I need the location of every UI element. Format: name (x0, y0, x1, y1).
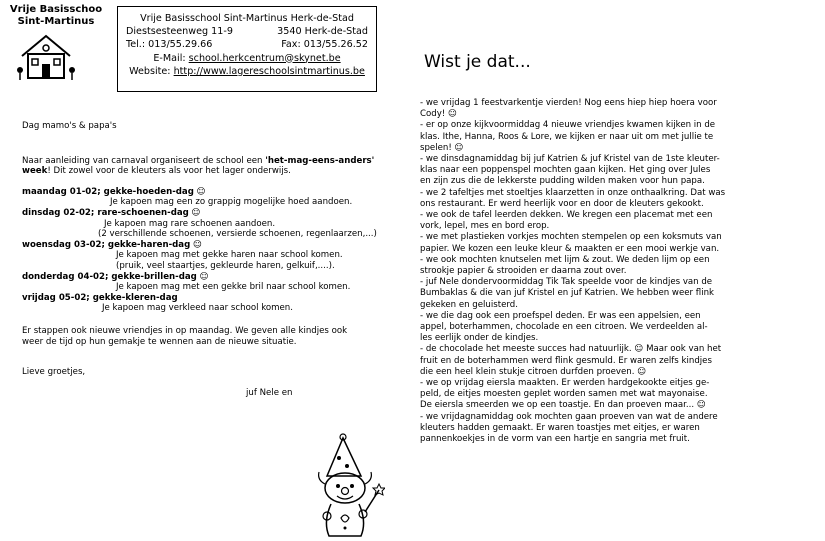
wist-item-line: ons restaurant. Er werd heerlijk voor en door de kleuters gekookt. (420, 198, 704, 209)
website-label: Website: (129, 65, 174, 77)
school-logo (6, 4, 106, 104)
day-monday (22, 187, 392, 208)
wist-title: Wist je dat... (424, 52, 531, 72)
day-desc: Je kapoen mag met gekke haren naar school komen. (116, 250, 343, 261)
wist-item-line: - we vrijdagnamiddag ook mochten gaan proeven van wat de andere (420, 411, 718, 422)
wist-item-line: vork, lepel, mes en bord erop. (420, 221, 550, 232)
wist-item-line: gekeken en geluisterd. (420, 299, 518, 310)
wist-item-line: - we die dag ook een proefspel deden. Er was een appelsien, een (420, 310, 701, 321)
wist-item (420, 378, 805, 412)
website-row (126, 65, 368, 78)
day-label: vrijdag 05-02; gekke-kleren-dag (22, 292, 178, 303)
day-schedule (22, 187, 392, 314)
wist-item-line: papier. We kozen een leuke kleur & maakten er een mooi werkje van. (420, 243, 720, 254)
intro-text-2: ! Dit zowel voor de kleuters als voor het lager onderwijs. (47, 166, 291, 177)
city: 3540 Herk-de-Stad (277, 26, 368, 38)
day-desc: Je kapoen mag een zo grappig mogelijke hoed aandoen. (110, 197, 353, 208)
day-label: dinsdag 02-02; rare-schoenen-dag (22, 207, 189, 218)
day-desc-extra: (pruik, veel staartjes, gekleurde haren, gelkuif,....). (116, 260, 335, 271)
wist-item (420, 344, 805, 378)
regards: Lieve groetjes, (22, 367, 86, 378)
wist-item (420, 154, 805, 188)
wist-item (420, 120, 805, 154)
wist-item-line: fruit en de boterhammen werd flink gesmuld. Er waren zelfs kindjes (420, 355, 712, 366)
wist-list (420, 98, 805, 445)
wist-item-line: spelen! ☺ (420, 142, 464, 153)
smiley-icon: ☺ (196, 186, 206, 197)
logo-title-line2: Sint-Martinus (17, 16, 95, 27)
wist-item (420, 311, 805, 345)
smiley-icon: ☺ (193, 239, 202, 250)
day-thursday (22, 272, 392, 293)
wist-item-line: - we vrijdag 1 feestvarkentje vierden! Nog eens hiep hiep hoera voor (420, 98, 717, 108)
wist-item-line: appel, boterhammen, chocolade en een citroen. We verdeelden al- (420, 322, 708, 333)
letter (22, 121, 392, 398)
website-link[interactable]: http://www.lagereschoolsintmartinus.be (173, 65, 365, 77)
wist-item-line: Bumbaklas & die van juf Kristel en juf Katrien. We hebben weer flink (420, 288, 715, 299)
school-house-icon (16, 30, 76, 82)
phone-row (126, 38, 368, 51)
day-desc: Je kapoen mag verkleed naar school komen. (102, 303, 293, 314)
wist-item-line: - we op vrijdag eiersla maakten. Er werden hardgekookte eitjes ge- (420, 378, 710, 389)
wist-item-line: De eiersla smeerden we op een toastje. En dan proeven maar... ☺ (420, 400, 706, 411)
wist-item-line: les eerlijk onder de kindjes. (420, 333, 539, 344)
intro-text: Naar aanleiding van carnaval organiseert de school een (22, 155, 266, 166)
wist-item-line: klas naar een poppenspel mochten gaan kijken. Het ging over Jules (420, 165, 711, 176)
school-contact-box (117, 6, 377, 92)
wist-item-line: - we ook mochten knutselen met lijm & zout. We deden lijm op een (420, 254, 710, 265)
smiley-icon: ☺ (199, 271, 209, 282)
wist-item (420, 277, 805, 311)
day-wednesday (22, 240, 392, 272)
day-desc: Je kapoen mag rare schoenen aandoen. (104, 218, 276, 229)
wist-item (420, 210, 805, 232)
wist-item-line: - de chocolade het meeste succes had natuurlijk. ☺ Maar ook van het (420, 344, 722, 355)
wist-item (420, 232, 805, 254)
intro-week: week (22, 166, 48, 177)
day-desc: Je kapoen mag met een gekke bril naar school komen. (116, 282, 351, 293)
fax: Fax: 013/55.26.52 (281, 39, 368, 51)
closing-line-2: weer de tijd op hun gemakje te wennen aan de nieuwe situatie. (22, 336, 297, 347)
intro-line-2 (22, 166, 392, 177)
wist-item-line: - we ook de tafel leerden dekken. We kregen een placemat met een (420, 210, 713, 221)
greeting: Dag mamo's & papa's (22, 121, 117, 131)
day-label: donderdag 04-02; gekke-brillen-dag (22, 271, 197, 282)
email-link[interactable]: school.herkcentrum@skynet.be (188, 52, 341, 64)
wist-item-line: kleuters hadden gemaakt. Er waren toastjes met eitjes, er waren (420, 422, 700, 433)
closing-line-1: Er stappen ook nieuwe vriendjes in op maandag. We geven alle kindjes ook (22, 325, 348, 336)
telephone: Tel.: 013/55.29.66 (126, 39, 213, 51)
wist-item-line: - we met plastieken vorkjes mochten stempelen op een koksmuts van (420, 232, 722, 243)
day-desc-extra: (2 verschillende schoenen, versierde schoenen, regenlaarzen,...) (98, 229, 377, 240)
email-label: E-Mail: (153, 52, 189, 64)
day-tuesday (22, 208, 392, 240)
wist-item-line: peld, de eitjes moesten geplet worden samen met wat mayonaise. (420, 389, 708, 400)
wist-item-line: en zijn zus die de lekkerste pudding wilden maken voor hun papa. (420, 176, 705, 187)
wist-item (420, 412, 805, 446)
day-label: woensdag 03-02; gekke-haren-dag (22, 239, 191, 250)
intro-line-1 (22, 156, 392, 167)
wist-item (420, 255, 805, 277)
wist-item (420, 98, 805, 120)
email-row (126, 52, 368, 65)
wist-item-line: - er op onze kijkvoormiddag 4 nieuwe vriendjes kwamen kijken in de (420, 120, 716, 131)
wist-item-line: - we 2 tafeltjes met stoeltjes klaarzetten in onze onthaalkring. Dat was (420, 187, 726, 198)
wist-item (420, 188, 805, 210)
intro-theme: 'het-mag-eens-anders' (265, 155, 375, 166)
logo-title-line1: Vrije Basisschoo (9, 4, 103, 15)
day-label: maandag 01-02; gekke-hoeden-dag (22, 186, 194, 197)
wist-item-line: - we dinsdagnamiddag bij juf Katrien & juf Kristel van de 1ste kleuter- (420, 154, 720, 165)
wist-item-line: klas. Ithe, Hanna, Roos & Lore, we kijken er naar uit om met jullie te (420, 131, 714, 142)
day-friday (22, 293, 392, 314)
clown-illustration (305, 432, 385, 538)
street: Diestsesteenweg 11-9 (126, 26, 233, 38)
wist-item-line: pannenkoekjes in de vorm van een hartje en sangria met fruit. (420, 434, 690, 445)
signature: juf Nele en (246, 387, 293, 398)
school-name: Vrije Basisschool Sint-Martinus Herk-de-Stad (140, 13, 354, 24)
wist-item-line: strookje papier & strooiden er daarna zout over. (420, 266, 627, 277)
logo-title (6, 4, 106, 28)
wist-item-line: Cody! ☺ (420, 109, 457, 120)
wist-item-line: die een heel klein stukje citroen durfden proeven. ☺ (420, 366, 647, 377)
smiley-icon: ☺ (191, 207, 201, 218)
wist-item-line: - juf Nele dondervoormiddag Tik Tak speelde voor de kindjes van de (420, 277, 713, 288)
address-row (126, 25, 368, 38)
